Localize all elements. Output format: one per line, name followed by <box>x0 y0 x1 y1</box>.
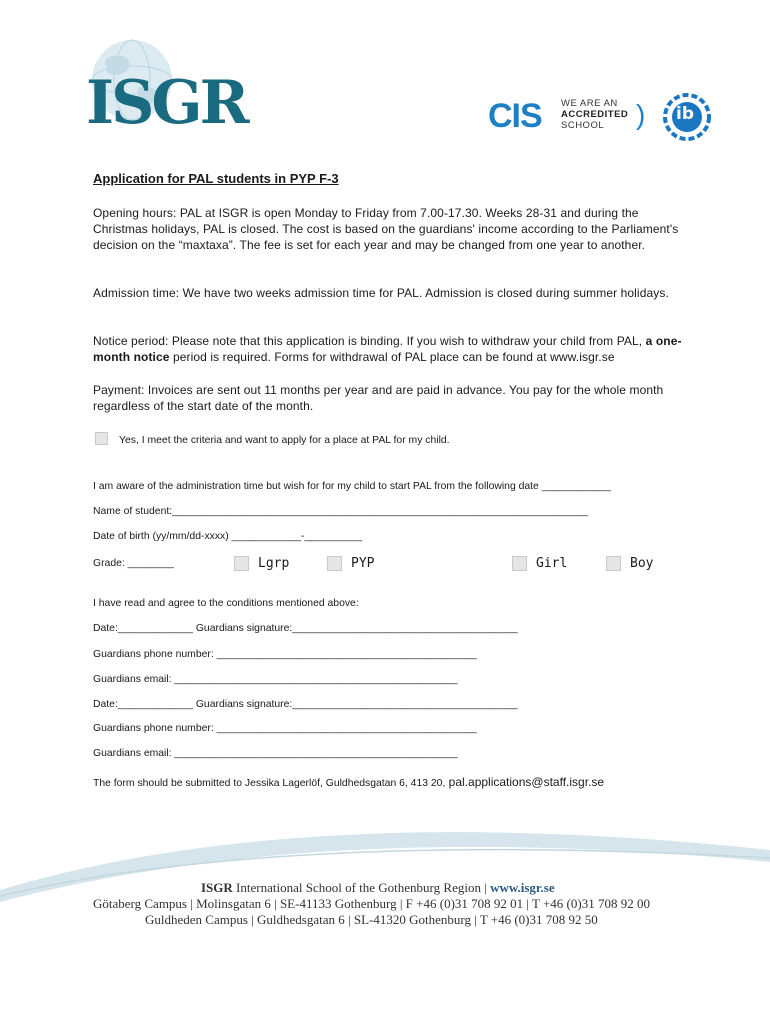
submission-email: pal.applications@staff.isgr.se <box>445 775 605 789</box>
footer-campus-2: Guldheden Campus | Guldhedsgatan 6 | SL-41320 Gothenburg | T +46 (0)31 708 92 50 <box>145 912 598 927</box>
pyp-label: PYP <box>351 556 375 571</box>
guardian-email-line-1[interactable]: Guardians email: _________________________________________________ <box>93 674 458 685</box>
cis-accreditation-badge <box>488 97 648 133</box>
start-date-line[interactable]: I am aware of the administration time but wish for for my child to start PAL from the following date ____________ <box>93 481 612 492</box>
pyp-checkbox[interactable] <box>327 556 342 571</box>
divider-bracket: ) <box>636 99 646 130</box>
payment-paragraph: Payment: Invoices are sent out 11 months per year and are paid in advance. You pay for the whole month regardless of the start date of the month. <box>93 383 664 413</box>
cis-logo: CIS <box>488 97 542 135</box>
footer-school-line <box>201 880 555 896</box>
page-title: Application for PAL students in PYP F-3 <box>93 171 339 186</box>
criteria-checkbox[interactable] <box>95 432 108 445</box>
girl-label: Girl <box>536 556 568 571</box>
grade-line[interactable]: Grade: ________ <box>93 558 174 569</box>
lgrp-label: Lgrp <box>258 556 290 571</box>
notice-text-end: period is required. Forms for withdrawal of PAL place can be found at www.isgr.se <box>169 350 615 364</box>
student-name-line[interactable]: Name of student:________________________________________________________________________ <box>93 506 589 517</box>
submission-note <box>93 773 604 791</box>
notice-bold-text: a one-month notice <box>93 334 682 364</box>
admission-time-paragraph: Admission time: We have two weeks admission time for PAL. Admission is closed during summer holidays. <box>93 286 669 300</box>
ib-logo <box>663 93 711 141</box>
date-signature-line-1[interactable]: Date:_____________ Guardians signature:_______________________________________ <box>93 623 518 634</box>
lgrp-checkbox[interactable] <box>234 556 249 571</box>
isgr-logo <box>80 38 247 138</box>
date-signature-line-2[interactable]: Date:_____________ Guardians signature:_______________________________________ <box>93 699 518 710</box>
accreditation-line-3: SCHOOL <box>561 120 605 131</box>
footer-school-abbr: ISGR <box>201 880 233 895</box>
agree-statement: I have read and agree to the conditions mentioned above: <box>93 598 359 609</box>
guardian-phone-line-2[interactable]: Guardians phone number: _____________________________________________ <box>93 723 477 734</box>
accreditation-line-2: ACCREDITED <box>561 109 629 120</box>
opening-hours-paragraph: Opening hours: PAL at ISGR is open Monday to Friday from 7.00-17.30. Weeks 28-31 and during the Christmas holidays, PAL is closed. The cost is based on the guardians' income according to the Parliament's decision on the “maxtaxa”. The fee is set for each year and may be changed from one year to another. <box>93 206 679 252</box>
footer-school-name: International School of the Gothenburg Region | <box>232 880 491 895</box>
submission-text: The form should be submitted to Jessika Lagerlöf, Guldhedsgatan 6, 413 20, <box>93 778 446 789</box>
boy-checkbox[interactable] <box>606 556 621 571</box>
boy-label: Boy <box>630 556 654 571</box>
logo-text: ISGR <box>86 68 247 138</box>
date-of-birth-line[interactable]: Date of birth (yy/mm/dd-xxxx) ____________-__________ <box>93 531 363 542</box>
criteria-label: Yes, I meet the criteria and want to apply for a place at PAL for my child. <box>119 435 450 446</box>
notice-period-paragraph <box>93 333 693 365</box>
guardian-phone-line-1[interactable]: Guardians phone number: _____________________________________________ <box>93 649 477 660</box>
girl-checkbox[interactable] <box>512 556 527 571</box>
accreditation-line-1: WE ARE AN <box>561 98 618 109</box>
ib-text: ib <box>676 104 694 124</box>
footer-website-link[interactable]: www.isgr.se <box>490 880 555 895</box>
notice-text-start: Notice period: Please note that this application is binding. If you wish to withdraw your child from PAL, <box>93 334 646 348</box>
guardian-email-line-2[interactable]: Guardians email: _________________________________________________ <box>93 748 458 759</box>
footer-campus-1: Götaberg Campus | Molinsgatan 6 | SE-41133 Gothenburg | F +46 (0)31 708 92 01 | T +46 (0)31 708 92 00 <box>93 896 650 911</box>
